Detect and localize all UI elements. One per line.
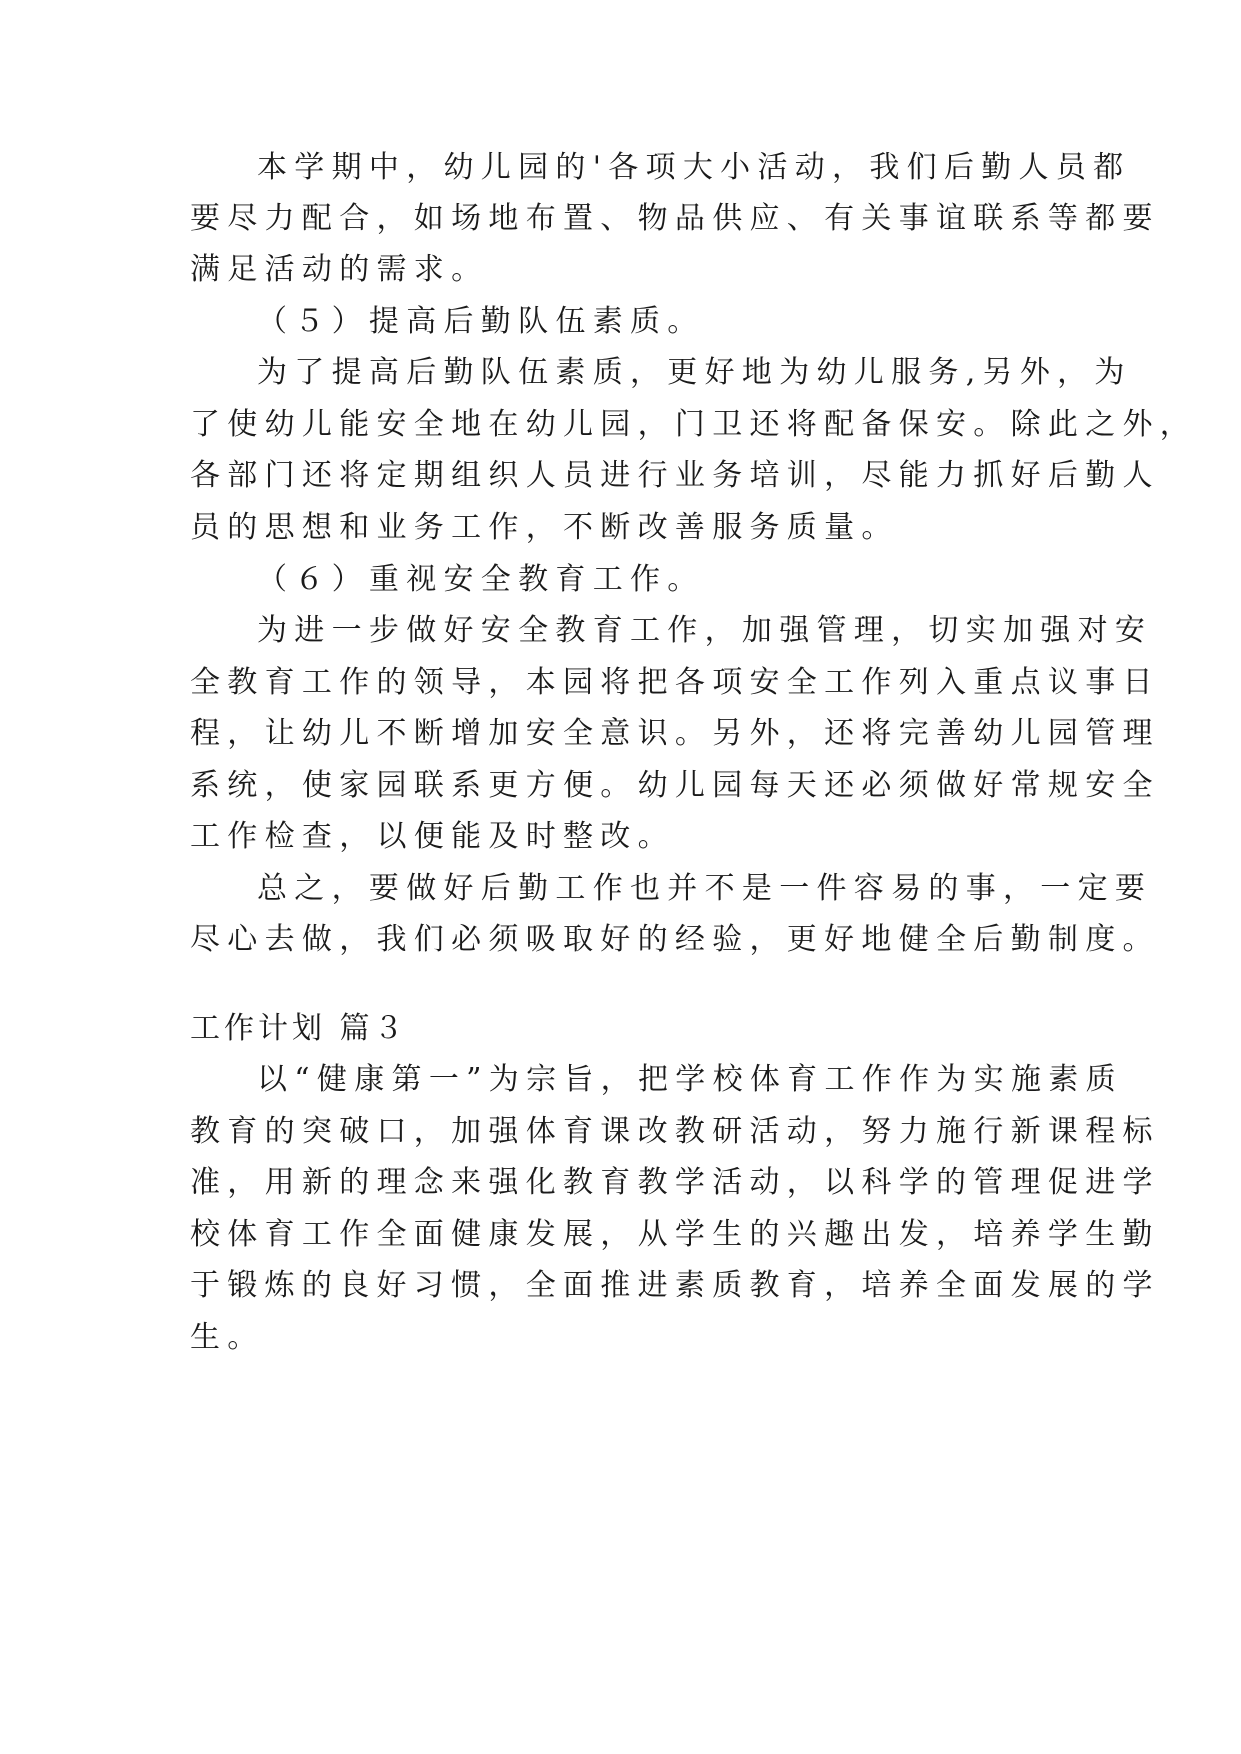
paragraph-line: 校体育工作全面健康发展，从学生的兴趣出发，培养学生勤 xyxy=(190,1217,1160,1252)
paragraph-line: 本学期中，幼儿园的'各项大小活动，我们后勤人员都 xyxy=(257,150,1131,185)
paragraph-line: 了使幼儿能安全地在幼儿园，门卫还将配备保安。除此之外， xyxy=(190,407,1198,442)
paragraph-line: 生。 xyxy=(190,1320,265,1355)
paragraph-line: 工作检查，以便能及时整改。 xyxy=(190,819,675,854)
paragraph-line: 尽心去做，我们必须吸取好的经验，更好地健全后勤制度。 xyxy=(190,922,1160,957)
paragraph-line: 以“健康第一”为宗旨，把学校体育工作作为实施素质 xyxy=(257,1062,1123,1097)
paragraph-line: 程，让幼儿不断增加安全意识。另外，还将完善幼儿园管理 xyxy=(190,716,1160,751)
paragraph-line: 准，用新的理念来强化教育教学活动，以科学的管理促进学 xyxy=(190,1165,1160,1200)
paragraph-line: 各部门还将定期组织人员进行业务培训，尽能力抓好后勤人 xyxy=(190,458,1160,493)
paragraph-line: 系统，使家园联系更方便。幼儿园每天还必须做好常规安全 xyxy=(190,768,1160,803)
section-heading: （５）提高后勤队伍素质。 xyxy=(257,304,705,339)
paragraph-line: 于锻炼的良好习惯，全面推进素质教育，培养全面发展的学 xyxy=(190,1268,1160,1303)
section-title: 工作计划 篇３ xyxy=(190,1011,408,1046)
paragraph-line: 全教育工作的领导，本园将把各项安全工作列入重点议事日 xyxy=(190,665,1160,700)
section-heading: （６）重视安全教育工作。 xyxy=(257,562,705,597)
paragraph-line: 员的思想和业务工作，不断改善服务质量。 xyxy=(190,510,899,545)
paragraph-line: 要尽力配合，如场地布置、物品供应、有关事谊联系等都要 xyxy=(190,201,1160,236)
paragraph-line: 为了提高后勤队伍素质，更好地为幼儿服务,另外，为 xyxy=(257,355,1132,390)
paragraph-line: 为进一步做好安全教育工作，加强管理，切实加强对安 xyxy=(257,613,1153,648)
paragraph-line: 教育的突破口，加强体育课改教研活动，努力施行新课程标 xyxy=(190,1114,1160,1149)
paragraph-line: 总之，要做好后勤工作也并不是一件容易的事，一定要 xyxy=(257,871,1153,906)
paragraph-line: 满足活动的需求。 xyxy=(190,252,489,287)
